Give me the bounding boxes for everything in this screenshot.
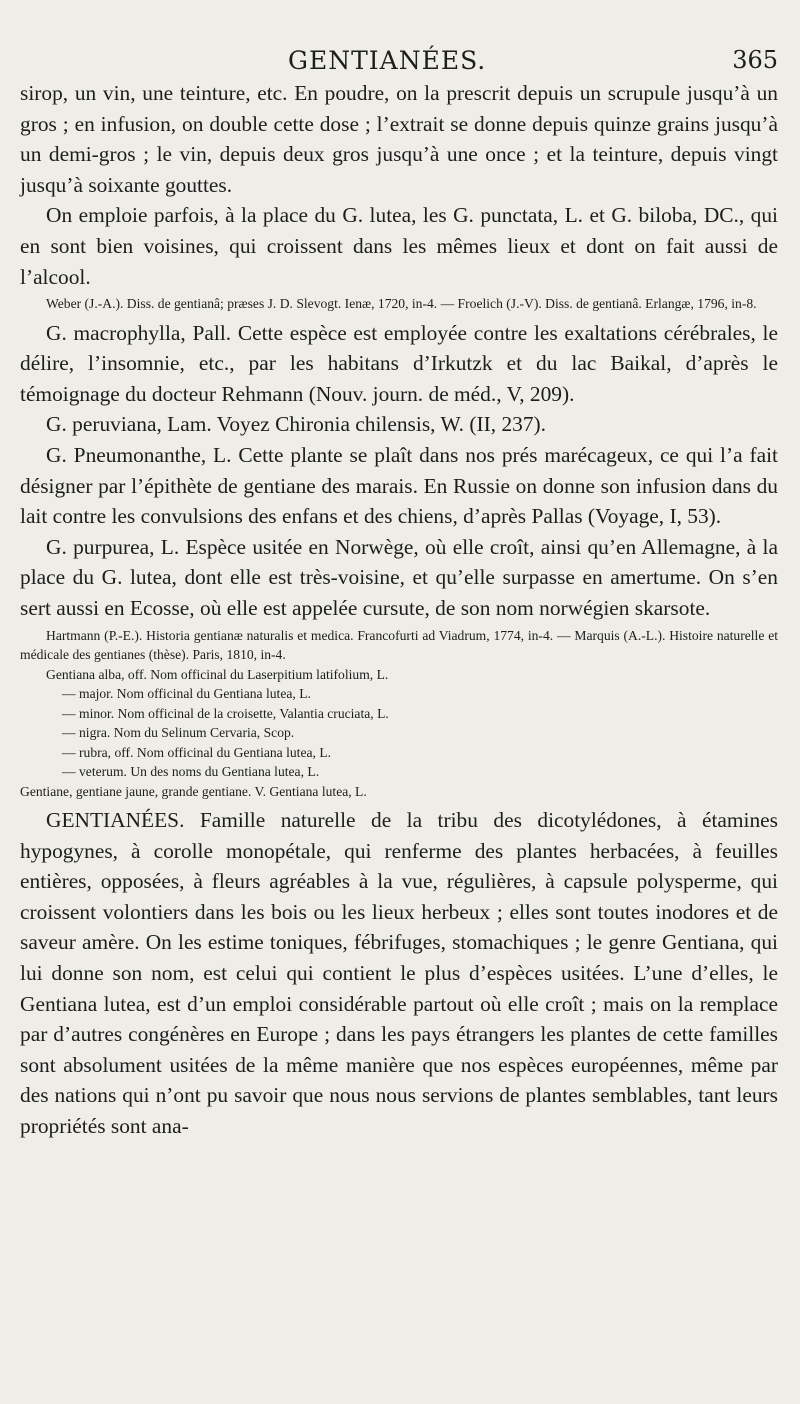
body-text xyxy=(20,78,778,1142)
references-and-synonyms xyxy=(20,626,778,802)
reference-text: Weber (J.-A.). Diss. de gentianâ; præses J. D. Slevogt. Ienæ, 1720, in-4. — Froelich (J.-V). Diss. de gentianâ. Erlangæ, 1796, in-8. xyxy=(46,296,757,312)
paragraph-gentianees: GENTIANÉES. Famille naturelle de la tribu des dicotylédones, à étamines hypogynes, à corolle monopétale, qui renferme des plantes herbacées, à feuilles entières, opposées, à fleurs agréables à la vue, régulières, à capsule polysperme, qui croissent volontiers dans les bois ou les lieux herbeux ; elles sont toutes inodores et de saveur amère. On les estime toniques, fébrifuges, stomachiques ; le genre Gentiana, qui lui donne son nom, est celui qui contient le plus d’espèces usitées. L’une d’elles, le Gentiana lutea, est d’un emploi considérable partout où elle croît ; mais on la remplace par d’autres congénères en Europe ; dans les pays étrangers les plantes de cette familles sont absolument usitées de la même manière que nos espèces européennes, même par des nations qui n’ont pu savoir que nous nous servions de plantes semblables, tant leurs propriétés sont ana- xyxy=(20,808,778,1139)
page-header xyxy=(0,42,800,78)
reference-hartmann: Hartmann (P.-E.). Historia gentianæ naturalis et medica. Francofurti ad Viadrum, 1774, in-4. — Marquis (A.-L.). Histoire naturelle et médicale des gentianes (thèse). Paris, 1810, in-4. xyxy=(20,627,778,663)
synonym-nigra: — nigra. Nom du Selinum Cervaria, Scop. xyxy=(62,725,295,741)
synonym-veterum: — veterum. Un des noms du Gentiana lutea, L. xyxy=(62,764,320,780)
running-head: GENTIANÉES. xyxy=(288,46,487,75)
paragraph-peruviana: G. peruviana, Lam. Voyez Chironia chilensis, W. (II, 237). xyxy=(46,412,547,437)
synonym-minor: — minor. Nom officinal de la croisette, Valantia cruciata, L. xyxy=(62,705,389,721)
synonym-major: — major. Nom officinal du Gentiana lutea, L. xyxy=(62,686,311,702)
reference-weber xyxy=(20,294,778,314)
paragraph-purpurea: G. purpurea, L. Espèce usitée en Norwège, où elle croît, ainsi qu’en Allemagne, à la place du G. lutea, dont elle est très-voisine, et qu’elle surpasse en amertume. On s’en sert aussi en Ecosse, où elle est appelée cursute, de son nom norwégien skarsote. xyxy=(20,534,778,620)
paragraph-dosage: sirop, un vin, une teinture, etc. En poudre, on la prescrit depuis un scrupule jusqu’à un gros ; en infusion, on double cette dose ; l’extrait se donne depuis quinze grains jusqu’à un demi-gros ; le vin, depuis deux gros jusqu’à une once ; et la teinture, depuis vingt jusqu’à soixante gouttes. xyxy=(20,81,778,197)
paragraph-substitutes: On emploie parfois, à la place du G. lutea, les G. punctata, L. et G. biloba, DC., qui en sont bien voisines, qui croissent dans les mêmes lieux et dont on fait aussi de l’alcool. xyxy=(20,203,778,289)
synonym-rubra: — rubra, off. Nom officinal du Gentiana lutea, L. xyxy=(62,744,332,760)
synonym-gentiane: Gentiane, gentiane jaune, grande gentiane. V. Gentiana lutea, L. xyxy=(20,783,367,799)
page-number: 365 xyxy=(732,46,778,74)
paragraph-macrophylla: G. macrophylla, Pall. Cette espèce est employée contre les exaltations cérébrales, le délire, l’insomnie, etc., par les habitans d’Irkutzk et du lac Baikal, d’après le témoignage du docteur Rehmann (Nouv. journ. de méd., V, 209). xyxy=(20,320,778,406)
paragraph-pneumonanthe: G. Pneumonanthe, L. Cette plante se plaît dans nos prés marécageux, ce qui l’a fait désigner par l’épithète de gentiane des marais. En Russie on donne son infusion dans du lait contre les convulsions des enfans et des chiens, d’après Pallas (Voyage, I, 53). xyxy=(20,443,778,529)
synonym-alba: Gentiana alba, off. Nom officinal du Laserpitium latifolium, L. xyxy=(46,666,389,682)
